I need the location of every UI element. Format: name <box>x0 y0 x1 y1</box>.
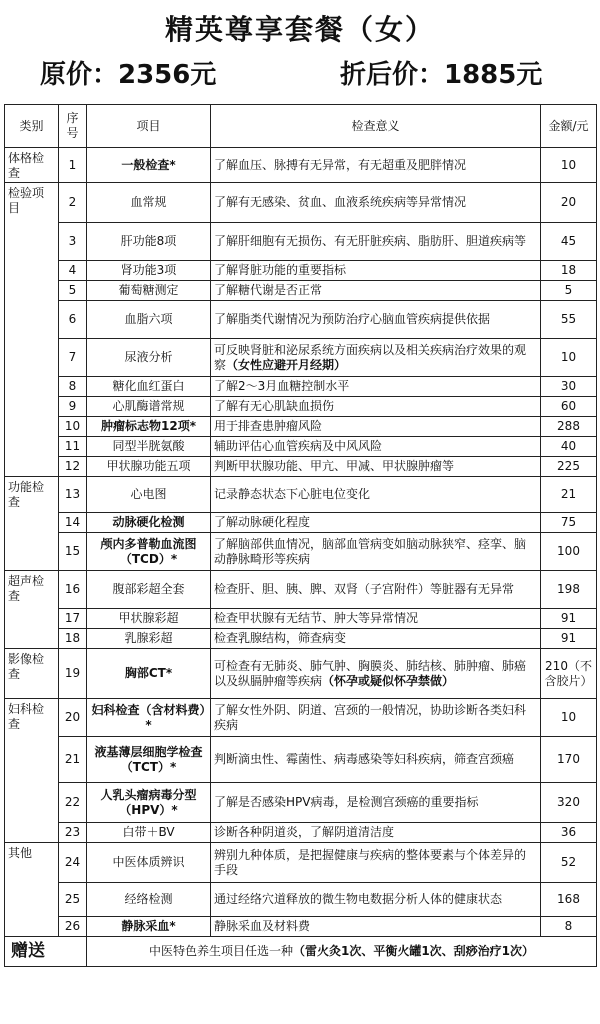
row-description <box>211 843 541 883</box>
row-amount: 100 <box>541 533 597 571</box>
row-item: 血常规 <box>87 183 211 223</box>
table-row <box>5 377 597 397</box>
row-category: 影像检查 <box>5 649 59 699</box>
table-row <box>5 477 597 513</box>
row-amount: 75 <box>541 513 597 533</box>
table-row <box>5 649 597 699</box>
row-amount: 10 <box>541 699 597 737</box>
row-description <box>211 457 541 477</box>
description-text: 检查乳腺结构，筛查病变 <box>214 631 347 645</box>
row-category: 体格检查 <box>5 148 59 183</box>
row-category <box>5 377 59 397</box>
row-number: 22 <box>59 783 87 823</box>
row-item: 肝功能8项 <box>87 223 211 261</box>
row-item: 同型半胱氨酸 <box>87 437 211 457</box>
row-category <box>5 823 59 843</box>
gift-label: 赠送 <box>5 937 87 967</box>
row-item: 中医体质辨识 <box>87 843 211 883</box>
description-text: 了解糖代谢是否正常 <box>214 283 323 297</box>
table-row <box>5 301 597 339</box>
row-number: 3 <box>59 223 87 261</box>
row-item: 胸部CT* <box>87 649 211 699</box>
row-amount: 225 <box>541 457 597 477</box>
table-row <box>5 183 597 223</box>
row-number: 12 <box>59 457 87 477</box>
row-description <box>211 339 541 377</box>
row-category <box>5 417 59 437</box>
row-description <box>211 737 541 783</box>
row-item: 颅内多普勒血流图（TCD）* <box>87 533 211 571</box>
row-item: 白带＋BV <box>87 823 211 843</box>
row-amount: 60 <box>541 397 597 417</box>
row-number: 21 <box>59 737 87 783</box>
row-description <box>211 609 541 629</box>
row-number: 19 <box>59 649 87 699</box>
row-number: 5 <box>59 281 87 301</box>
description-text: 了解肾脏功能的重要指标 <box>214 263 347 277</box>
row-category <box>5 783 59 823</box>
row-item: 心肌酶谱常规 <box>87 397 211 417</box>
row-category: 其他 <box>5 843 59 883</box>
row-item: 动脉硬化检测 <box>87 513 211 533</box>
row-item: 尿液分析 <box>87 339 211 377</box>
description-text: 诊断各种阴道炎，了解阴道清洁度 <box>214 825 395 839</box>
row-number: 23 <box>59 823 87 843</box>
description-text: 检查肝、胆、胰、脾、双肾（子宫附件）等脏器有无异常 <box>214 582 515 596</box>
row-item: 糖化血红蛋白 <box>87 377 211 397</box>
row-number: 11 <box>59 437 87 457</box>
row-description <box>211 823 541 843</box>
gift-text-bold: （雷火灸1次、平衡火罐1次、刮痧治疗1次） <box>292 944 535 958</box>
row-item: 甲状腺彩超 <box>87 609 211 629</box>
description-text: 辅助评估心血管疾病及中风风险 <box>214 439 383 453</box>
row-description <box>211 629 541 649</box>
table-row <box>5 397 597 417</box>
row-description <box>211 377 541 397</box>
table-body <box>5 148 597 937</box>
header-item: 项目 <box>87 105 211 148</box>
row-item: 肿瘤标志物12项* <box>87 417 211 437</box>
row-description <box>211 533 541 571</box>
description-text: 静脉采血及材料费 <box>214 919 311 933</box>
table-row <box>5 629 597 649</box>
table-row <box>5 457 597 477</box>
row-number: 24 <box>59 843 87 883</box>
row-category <box>5 339 59 377</box>
table-header-row <box>5 105 597 148</box>
table-row <box>5 281 597 301</box>
row-amount: 91 <box>541 629 597 649</box>
description-text: 记录静态状态下心脏电位变化 <box>214 487 371 501</box>
row-category <box>5 281 59 301</box>
row-number: 13 <box>59 477 87 513</box>
row-amount: 288 <box>541 417 597 437</box>
description-note: （怀孕或疑似怀孕禁做） <box>322 673 455 688</box>
row-description <box>211 301 541 339</box>
row-amount: 8 <box>541 917 597 937</box>
row-category <box>5 513 59 533</box>
row-category <box>5 301 59 339</box>
row-amount: 45 <box>541 223 597 261</box>
row-amount: 10 <box>541 148 597 183</box>
header-meaning: 检查意义 <box>211 105 541 148</box>
row-category <box>5 261 59 281</box>
row-number: 4 <box>59 261 87 281</box>
description-text: 了解有无心肌缺血损伤 <box>214 399 335 413</box>
row-item: 一般检查* <box>87 148 211 183</box>
row-description <box>211 513 541 533</box>
row-category <box>5 457 59 477</box>
row-number: 18 <box>59 629 87 649</box>
row-description <box>211 281 541 301</box>
row-amount: 210（不含胶片） <box>541 649 597 699</box>
row-amount: 40 <box>541 437 597 457</box>
description-text: 了解脂类代谢情况为预防治疗心脑血管疾病提供依据 <box>214 312 491 326</box>
table-row <box>5 339 597 377</box>
table-row <box>5 417 597 437</box>
row-item: 经络检测 <box>87 883 211 917</box>
row-category <box>5 917 59 937</box>
row-amount: 170 <box>541 737 597 783</box>
header-no: 序号 <box>59 105 87 148</box>
row-item: 乳腺彩超 <box>87 629 211 649</box>
row-category: 功能检查 <box>5 477 59 513</box>
description-text: 了解肝细胞有无损伤、有无肝脏疾病、脂肪肝、胆道疾病等 <box>214 234 527 248</box>
row-number: 17 <box>59 609 87 629</box>
row-amount: 52 <box>541 843 597 883</box>
row-number: 20 <box>59 699 87 737</box>
row-amount: 18 <box>541 261 597 281</box>
table-row <box>5 823 597 843</box>
row-item: 心电图 <box>87 477 211 513</box>
row-description <box>211 261 541 281</box>
table-row <box>5 533 597 571</box>
row-category <box>5 609 59 629</box>
row-number: 9 <box>59 397 87 417</box>
discount-price: 折后价：1885元 <box>340 60 543 90</box>
row-description <box>211 148 541 183</box>
row-description <box>211 883 541 917</box>
row-number: 10 <box>59 417 87 437</box>
row-amount: 91 <box>541 609 597 629</box>
gift-row <box>5 937 597 967</box>
description-text: 了解2～3月血糖控制水平 <box>214 379 350 393</box>
row-category <box>5 629 59 649</box>
original-price: 原价：2356元 <box>40 60 217 90</box>
row-category <box>5 883 59 917</box>
row-category: 检验项目 <box>5 183 59 223</box>
row-description <box>211 223 541 261</box>
row-item: 葡萄糖测定 <box>87 281 211 301</box>
row-description <box>211 649 541 699</box>
row-amount: 198 <box>541 571 597 609</box>
row-description <box>211 917 541 937</box>
package-table <box>4 104 597 967</box>
description-text: 了解有无感染、贫血、血液系统疾病等异常情况 <box>214 195 467 209</box>
row-category: 超声检查 <box>5 571 59 609</box>
table-row <box>5 223 597 261</box>
row-amount: 30 <box>541 377 597 397</box>
row-number: 26 <box>59 917 87 937</box>
table-row <box>5 843 597 883</box>
description-text: 了解动脉硬化程度 <box>214 515 311 529</box>
row-number: 7 <box>59 339 87 377</box>
description-text: 了解脑部供血情况，脑部血管病变如脑动脉狭窄、痉挛、脑动静脉畸形等疾病 <box>214 536 527 566</box>
row-item: 肾功能3项 <box>87 261 211 281</box>
row-description <box>211 477 541 513</box>
row-amount: 20 <box>541 183 597 223</box>
table-row <box>5 609 597 629</box>
row-category <box>5 223 59 261</box>
row-number: 14 <box>59 513 87 533</box>
row-amount: 10 <box>541 339 597 377</box>
row-description <box>211 417 541 437</box>
row-description <box>211 437 541 457</box>
row-description <box>211 397 541 417</box>
table-row <box>5 437 597 457</box>
table-row <box>5 737 597 783</box>
description-text: 判断滴虫性、霉菌性、病毒感染等妇科疾病，筛查宫颈癌 <box>214 752 515 766</box>
row-amount: 36 <box>541 823 597 843</box>
row-number: 25 <box>59 883 87 917</box>
package-title: 精英尊享套餐（女） <box>164 13 435 46</box>
gift-text <box>87 937 597 967</box>
description-text: 可反映肾脏和泌尿系统方面疾病以及相关疾病治疗效果的观察 <box>214 342 527 372</box>
row-category <box>5 397 59 417</box>
row-description <box>211 183 541 223</box>
description-text: 了解是否感染HPV病毒，是检测宫颈癌的重要指标 <box>214 795 479 809</box>
description-note: （女性应避开月经期） <box>226 357 347 372</box>
table-row <box>5 571 597 609</box>
table-row <box>5 783 597 823</box>
description-text: 用于排查患肿瘤风险 <box>214 419 323 433</box>
description-text: 可检查有无肺炎、肺气肿、胸膜炎、肺结核、肺肿瘤、肺癌以及纵膈肿瘤等疾病 <box>214 658 527 688</box>
row-item: 人乳头瘤病毒分型（HPV）* <box>87 783 211 823</box>
price-row <box>0 54 600 92</box>
description-text: 判断甲状腺功能、甲亢、甲减、甲状腺肿瘤等 <box>214 459 455 473</box>
header-amount: 金额/元 <box>541 105 597 148</box>
row-number: 2 <box>59 183 87 223</box>
description-text: 了解血压、脉搏有无异常，有无超重及肥胖情况 <box>214 157 467 172</box>
row-item: 液基薄层细胞学检查（TCT）* <box>87 737 211 783</box>
row-amount: 5 <box>541 281 597 301</box>
table-row <box>5 917 597 937</box>
row-item: 腹部彩超全套 <box>87 571 211 609</box>
table-row <box>5 513 597 533</box>
row-category <box>5 437 59 457</box>
row-amount: 168 <box>541 883 597 917</box>
row-item: 妇科检查（含材料费）* <box>87 699 211 737</box>
row-category <box>5 533 59 571</box>
row-amount: 55 <box>541 301 597 339</box>
table-row <box>5 148 597 183</box>
row-number: 15 <box>59 533 87 571</box>
row-description <box>211 571 541 609</box>
header-category: 类别 <box>5 105 59 148</box>
description-text: 通过经络穴道释放的微生物电数据分析人体的健康状态 <box>214 892 503 906</box>
row-description <box>211 783 541 823</box>
row-number: 16 <box>59 571 87 609</box>
table-row <box>5 261 597 281</box>
row-number: 1 <box>59 148 87 183</box>
row-item: 甲状腺功能五项 <box>87 457 211 477</box>
row-number: 6 <box>59 301 87 339</box>
table-row <box>5 883 597 917</box>
row-amount: 320 <box>541 783 597 823</box>
row-description <box>211 699 541 737</box>
row-category: 妇科检查 <box>5 699 59 737</box>
description-text: 了解女性外阴、阴道、宫颈的一般情况，协助诊断各类妇科疾病 <box>214 702 527 732</box>
table-row <box>5 699 597 737</box>
row-item: 静脉采血* <box>87 917 211 937</box>
row-amount: 21 <box>541 477 597 513</box>
gift-text-main: 中医特色养生项目任选一种 <box>148 944 293 958</box>
row-number: 8 <box>59 377 87 397</box>
row-item: 血脂六项 <box>87 301 211 339</box>
row-category <box>5 737 59 783</box>
description-text: 检查甲状腺有无结节、肿大等异常情况 <box>214 611 419 625</box>
description-text: 辨别九种体质，是把握健康与疾病的整体要素与个体差异的手段 <box>214 847 527 877</box>
